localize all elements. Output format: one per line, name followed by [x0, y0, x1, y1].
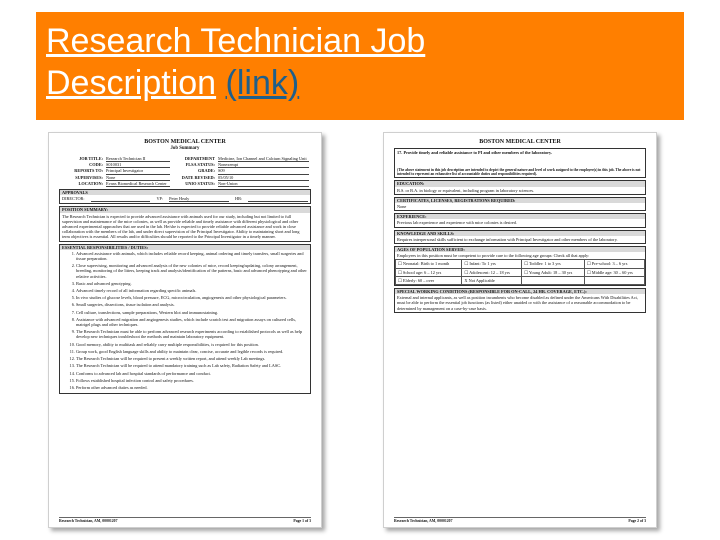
duties-box [59, 244, 311, 394]
duty-item: 8. Assistance with advanced migration and angiogenesis studies, which include scratch test and migration assays on cultured cells, matrigel plugs and other techniques. [76, 317, 308, 327]
table-row [396, 276, 645, 284]
job-info-value: Principal Investigator [106, 168, 170, 174]
vp-name: Peter Healy [169, 196, 229, 202]
job-info-value: 05/05/10 [218, 175, 309, 181]
education-header: EDUCATION: [395, 181, 645, 186]
duty-item: 9. The Research Technician must be able to perform advanced research experiments according to established protocols as well as help develop new techniques troubleshoot the methods and maintain laboratory equipment. [76, 329, 308, 339]
certificates-text: None [397, 204, 407, 209]
age-option: ☐ Adolescent: 12 – 18 yrs [462, 268, 522, 276]
item17-box [394, 148, 646, 178]
approvals-row [60, 195, 310, 203]
item17-text: 17. Provide timely and reliable assistance to PI and other members of the laboratory. [397, 150, 553, 155]
job-info-key: REPORTS TO: [74, 168, 103, 174]
disclaimer-text: (The above statement in this job description are intended to depict the general nature and level of work assigned to the employee(s) in this job. The above is not intended to represent an exhaustive list of accountable duties and responsibilities required). [397, 167, 641, 176]
job-info-value: Research Technician II [106, 156, 170, 162]
job-info-value: S09 [218, 168, 309, 174]
job-info-value: Non-Union [218, 181, 309, 187]
hr-signature-line [248, 196, 308, 202]
job-info-key: JOB TITLE: [79, 156, 103, 161]
page2-org-title: BOSTON MEDICAL CENTER [479, 139, 561, 145]
slide-title [46, 20, 676, 104]
duty-item: 15. Follows established hospital infection control and safety procedures. [76, 378, 308, 383]
duty-item: 16. Perform other advanced duties as needed. [76, 385, 308, 390]
job-info-value: Evans Biomedical Research Center [106, 181, 170, 187]
job-info-key: UNIO STATUS: [185, 180, 215, 186]
special-conditions-text: External and internal applicants, as well as position incumbents who become disabled as defined under the Americans With Disabilities Act, must be able to perform the essential job functions (as listed) either unaided or with the assistance of a reasonable accommodation to be determined by management on a case-by-case basis. [397, 295, 638, 311]
job-info-key: GRADE: [198, 168, 215, 174]
duty-item: 2. Close supervising, monitoring and advanced analysis of the new colonies of mice, record keeping/updating, colony arrangement, breeding, monitoring of the litters, keeping track and analysis/identification of the patterns, basic and advanced phenotyping and other relative activities. [76, 263, 308, 279]
page2-footer-left: Research Technician, AM, 00001207 [394, 518, 453, 523]
age-option: ☐ Elderly: 60 – over [396, 276, 462, 284]
document-page-1 [48, 132, 322, 528]
position-summary-header: POSITION SUMMARY: [60, 207, 310, 212]
special-conditions-header: SPECIAL WORKING CONDITIONS (RESPONSIBLE FOR ON-CALL, 24 HR. COVERAGE, ETC.): [395, 289, 645, 294]
job-info-value: S010031 [106, 162, 170, 168]
age-option [522, 276, 585, 284]
page2-footer-right: Page 2 of 3 [628, 518, 646, 523]
job-info-key: DATE REVISED: [181, 174, 215, 180]
certificates-box [394, 197, 646, 211]
job-info-key: CODE: [89, 162, 103, 168]
special-conditions-box [394, 288, 646, 313]
title-line-1: Research Technician Job [46, 22, 426, 60]
job-info-value: Medicine, Ion Channel and Calcium Signaling Unit [218, 156, 309, 162]
director-signature-line [91, 196, 151, 202]
job-info-key: FLSA STATUS: [185, 162, 215, 168]
education-box [394, 180, 646, 194]
ages-box [394, 246, 646, 286]
item17-blank-lines [395, 156, 645, 166]
duty-item: 7. Cell culture, transfections, sample preparations, Western blot and immunostaining. [76, 310, 308, 315]
vp-label: VP: [156, 196, 164, 202]
duty-item: 14. Conforms to advanced lab and hospital standards of performance and conduct. [76, 371, 308, 376]
experience-text: Previous lab experience and experience with mice colonies is desired. [397, 220, 518, 226]
age-option: ☐ Neonatal: Birth to 1 month [396, 260, 462, 268]
duties-list [62, 251, 308, 390]
document-page-2 [383, 132, 657, 528]
page2-footer [394, 517, 646, 524]
ages-intro: Employees in this position must be competent to provide care to the following age groups: Check all that apply: [397, 253, 590, 259]
age-option: ☐ Pre-school: 3 – 6 yrs [584, 260, 644, 268]
age-option: ☐ School age: 6 – 12 yrs [396, 268, 462, 276]
experience-box [394, 213, 646, 227]
approvals-header: APPROVALS [60, 190, 310, 195]
duty-item: 13. The Research Technician will be required to attend mandatory training such as Lab safety, Radiation Safety and LASC. [76, 363, 308, 368]
job-info-value: None [106, 175, 170, 181]
duty-item: 4. Advanced timely record of all information regarding specific animals. [76, 288, 308, 293]
knowledge-header: KNOWLEDGE AND SKILLS: [395, 231, 645, 236]
page1-footer-left: Research Technician, AM, 00001207 [59, 518, 118, 523]
director-label: DIRECTOR: [62, 196, 85, 202]
duty-item: 12. The Research Technician will be required to present a weekly written report, and attend weekly Lab meetings. [76, 356, 308, 361]
title-line-2: Description [46, 64, 217, 102]
experience-header: EXPERIENCE: [395, 214, 645, 219]
table-row [396, 268, 645, 276]
page1-doc-title: Job Summary [170, 146, 200, 151]
duty-item: 1. Advanced assistance with animals, which includes reliable record keeping, animal ordering and timely transfers, small surgeries and tissue preparation. [76, 251, 308, 261]
duty-item: 6. Small surgeries, dissections, tissue isolation and analysis. [76, 302, 308, 307]
duty-item: 11. Group work, good English language skills and ability to maintain clear, concise, accurate and legible records is required. [76, 349, 308, 354]
duty-item: 10. Good memory, ability to multitask and reliably carry multiple responsibilities, is required for this position. [76, 342, 308, 347]
duty-item: 5. In vivo studies of glucose levels, blood pressure, ECG, microcirculation, angiogenesis and other physiological parameters. [76, 295, 308, 300]
age-option: ☐ Young Adult: 18 – 30 yrs [522, 268, 585, 276]
page1-footer-right: Page 1 of 3 [293, 518, 311, 523]
position-summary-box [59, 206, 311, 241]
age-option: ☐ Infant: To 1 yrs [462, 260, 522, 268]
age-option [584, 276, 644, 284]
job-info-key: LOCATION: [78, 180, 103, 186]
page1-org-title: BOSTON MEDICAL CENTER [144, 139, 226, 145]
approvals-box [59, 189, 311, 204]
knowledge-box [394, 230, 646, 244]
page1-footer [59, 517, 311, 524]
job-info-key: SUPERVISES: [75, 174, 103, 180]
knowledge-text: Requires interpersonal skills sufficient to exchange information with Principal Investigator and other members of the laboratory. [397, 236, 618, 242]
ages-header: AGES OF POPULATION SERVED: [395, 247, 645, 252]
job-info-grid [61, 156, 309, 187]
age-option: ☐ Middle age: 30 – 60 yrs [584, 268, 644, 276]
age-option: X Not Applicable [462, 276, 522, 284]
job-description-link[interactable]: (link) [225, 64, 300, 102]
table-row [396, 260, 645, 268]
certificates-header: CERTIFICATES, LICENSES, REGISTRATIONS REQUIRED: [395, 198, 645, 203]
age-option: ☐ Toddler: 1 to 3 yrs [522, 260, 585, 268]
duties-header: ESSENTIAL RESPONSIBILITIES / DUTIES: [60, 245, 310, 250]
education-text: B.S. or B.A. in biology or equivalent, including program in laboratory sciences. [397, 187, 535, 193]
job-info-value: Nonexempt [218, 162, 309, 168]
job-info-key: DEPARTMENT [184, 156, 215, 161]
duty-item: 3. Basic and advanced genotyping. [76, 281, 308, 286]
position-summary-text: The Research Technician is expected to provide advanced assistance with animals used for our study, including but not limited to full supervision and maintenance of the mice colonies, as well as provide reliable and timely assistance with different physiological and other advanced experimental approaches that are used in the lab. He/she is expected to provide reliable advanced assistance and work in close collaboration with the members of the lab, and under direct supervision of the Principal Investigator. Ability to maintaining short and long term objectives is essential. All results and/or difficulties should be reported to the Principal Investigator in a timely manner. [62, 213, 300, 240]
hr-label: HR: [234, 196, 243, 202]
ages-table [395, 259, 645, 285]
